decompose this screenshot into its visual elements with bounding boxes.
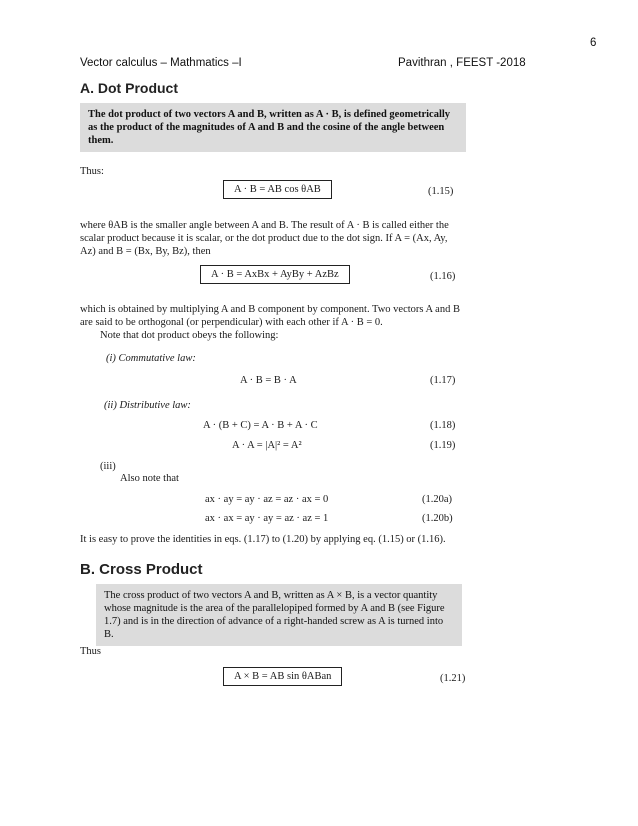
equation-1-15-text: A · B = AB cos θAB <box>234 184 321 195</box>
section-a-title: A. Dot Product <box>80 80 178 96</box>
paragraph-orthogonal: which is obtained by multiplying A and B component by component. Two vectors A and B are said to be orthogonal (or perpendicular) with each other if A · B = 0. <box>80 304 460 328</box>
equation-1-15-number: (1.15) <box>428 186 454 197</box>
item-iii: (iii) <box>100 461 116 472</box>
item-distributive-law: (ii) Distributive law: <box>104 400 191 411</box>
equation-1-19-number: (1.19) <box>430 440 456 451</box>
equation-1-16 <box>200 265 350 284</box>
equation-1-18: A · (B + C) = A · B + A · C <box>203 420 318 431</box>
equation-1-18-number: (1.18) <box>430 420 456 431</box>
dot-product-definition <box>80 103 466 152</box>
thus-label-a: Thus: <box>80 166 104 177</box>
equation-1-20b-number: (1.20b) <box>422 513 453 524</box>
also-note-label: Also note that <box>120 473 179 484</box>
page-number: 6 <box>590 37 597 49</box>
equation-1-16-number: (1.16) <box>430 271 456 282</box>
equation-1-20a: ax · ay = ay · az = az · ax = 0 <box>205 494 329 505</box>
cross-product-definition-text: The cross product of two vectors A and B, written as A × B, is a vector quantity whose magnitude is the area of the parallelopiped formed by A and B (see Figure 1.7) and is in the direction of advance of a right-handed screw as A is turned into B. <box>104 590 445 640</box>
equation-1-21 <box>223 667 342 686</box>
equation-1-17-number: (1.17) <box>430 375 456 386</box>
paragraph-identities: It is easy to prove the identities in eqs. (1.17) to (1.20) by applying eq. (1.15) or (1.16). <box>80 534 446 545</box>
section-b-title: B. Cross Product <box>80 561 203 578</box>
header-right: Pavithran , FEEST -2018 <box>398 57 526 69</box>
equation-1-16-text: A · B = AxBx + AyBy + AzBz <box>211 269 339 280</box>
thus-label-b: Thus <box>80 646 101 657</box>
item-commutative-law: (i) Commutative law: <box>106 353 196 364</box>
equation-1-15 <box>223 180 332 199</box>
dot-product-definition-text: The dot product of two vectors A and B, written as A · B, is defined geometrically as the product of the magnitudes of A and B and the cosine of the angle between them. <box>88 109 451 146</box>
equation-1-19: A · A = |A|² = A² <box>232 440 302 451</box>
cross-product-definition <box>96 584 462 646</box>
paragraph-scalar-product: where θAB is the smaller angle between A and B. The result of A · B is called either the scalar product because it is scalar, or the dot product due to the dot sign. If A = (Ax, Ay, Az) and B = (Bx, By, Bz), then <box>80 220 449 257</box>
equation-1-21-number: (1.21) <box>440 673 466 684</box>
paragraph-properties-intro: Note that dot product obeys the following: <box>100 330 279 341</box>
header-left: Vector calculus – Mathmatics –I <box>80 57 242 69</box>
equation-1-21-text: A × B = AB sin θABan <box>234 671 332 682</box>
equation-1-17: A · B = B · A <box>240 375 297 386</box>
equation-1-20a-number: (1.20a) <box>422 494 453 505</box>
equation-1-20b: ax · ax = ay · ay = az · az = 1 <box>205 513 329 524</box>
